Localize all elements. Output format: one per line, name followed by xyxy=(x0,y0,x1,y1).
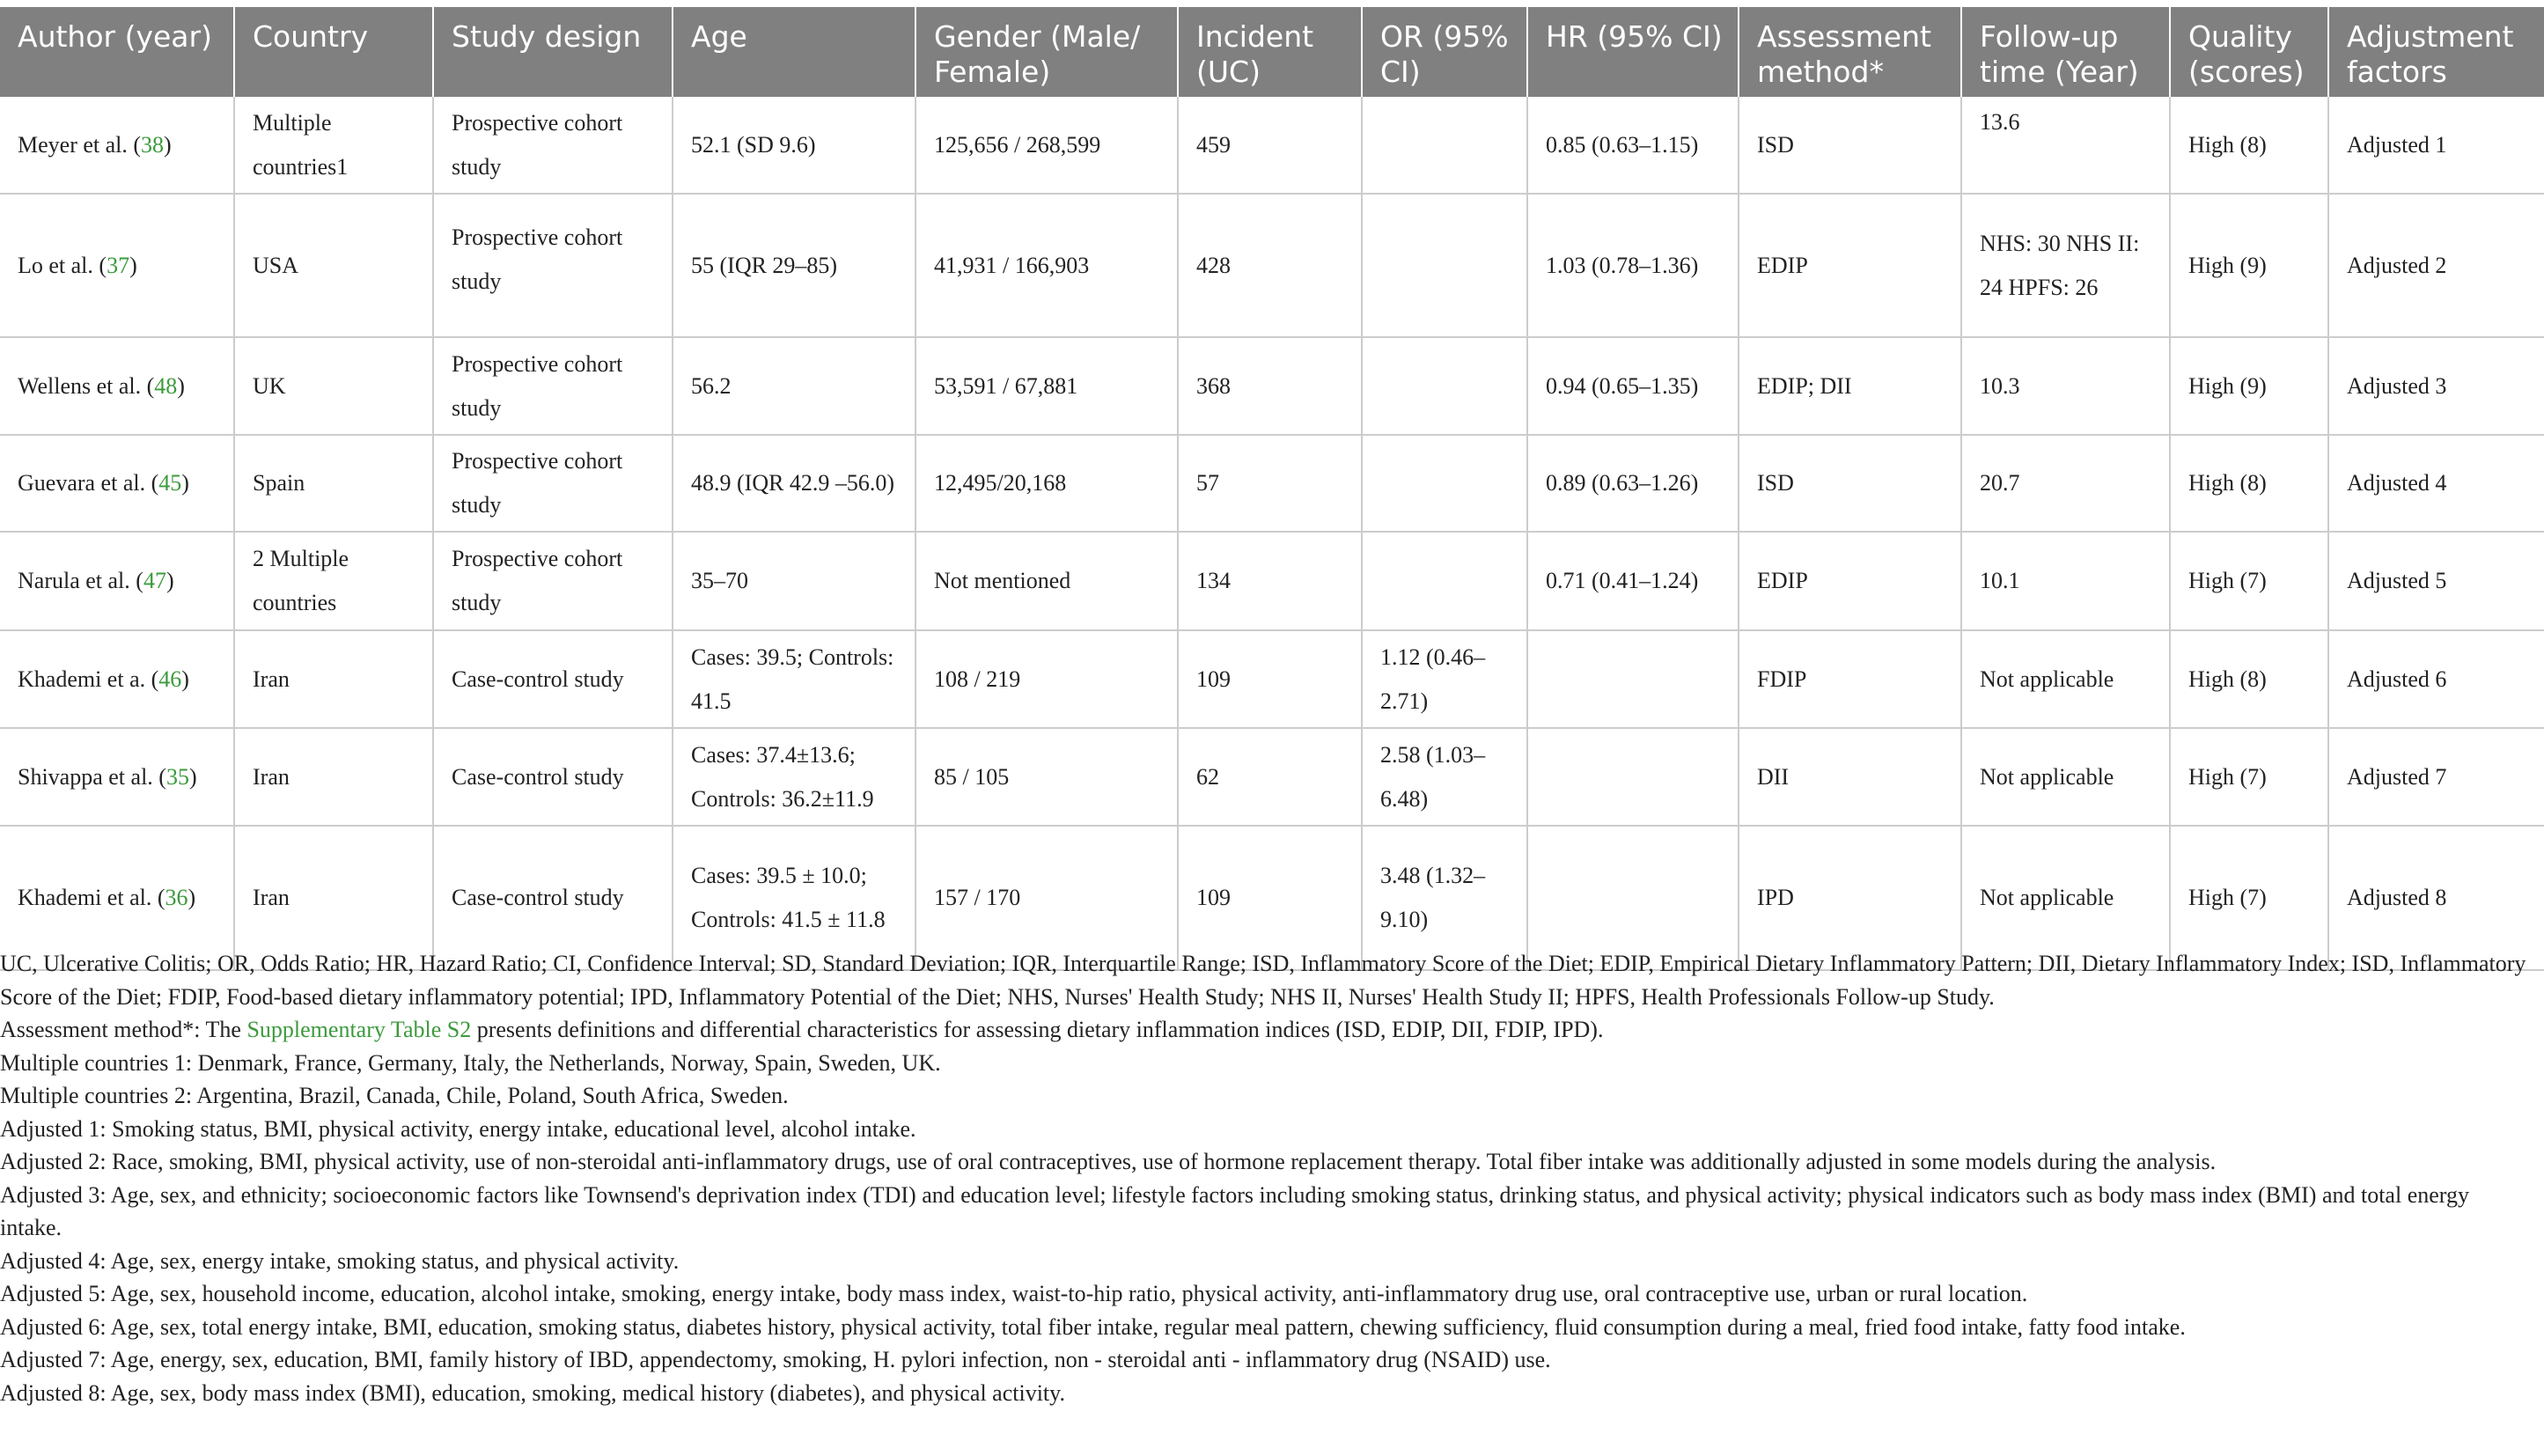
followup-cell: Not applicable xyxy=(1961,630,2170,728)
column-header: OR (95% CI) xyxy=(1362,7,1527,97)
method-cell: IPD xyxy=(1739,826,1961,970)
column-header: HR (95% CI) xyxy=(1527,7,1739,97)
age-cell: Cases: 37.4±13.6; Controls: 36.2±11.9 xyxy=(673,728,915,826)
incident-cell: 109 xyxy=(1178,630,1362,728)
quality-cell: High (7) xyxy=(2170,826,2328,970)
study-characteristics-table xyxy=(0,7,2544,971)
adjustment-cell: Adjusted 8 xyxy=(2328,826,2544,970)
method-cell: ISD xyxy=(1739,435,1961,532)
or-cell: 1.12 (0.46–2.71) xyxy=(1362,630,1527,728)
age-cell: 35–70 xyxy=(673,532,915,630)
reference-link[interactable]: 38 xyxy=(141,131,165,158)
multiple-countries-2-note: Multiple countries 2: Argentina, Brazil, Canada, Chile, Poland, South Africa, Sweden. xyxy=(0,1083,789,1108)
adjustment-cell: Adjusted 5 xyxy=(2328,532,2544,630)
author-text: Khademi et al. ( xyxy=(18,885,165,910)
incident-cell: 57 xyxy=(1178,435,1362,532)
followup-cell: Not applicable xyxy=(1961,728,2170,826)
table-row xyxy=(0,97,2544,194)
quality-cell: High (9) xyxy=(2170,194,2328,337)
column-header: Gender (Male/ Female) xyxy=(915,7,1178,97)
or-cell xyxy=(1362,532,1527,630)
adjusted-4-note: Adjusted 4: Age, sex, energy intake, smoking status, and physical activity. xyxy=(0,1247,680,1274)
reference-link[interactable]: 37 xyxy=(107,252,130,278)
age-cell: Cases: 39.5 ± 10.0; Controls: 41.5 ± 11.8 xyxy=(673,826,915,970)
age-cell: 48.9 (IQR 42.9 –56.0) xyxy=(673,435,915,532)
adjustment-cell: Adjusted 7 xyxy=(2328,728,2544,826)
study-characteristics-table-container xyxy=(0,7,2544,971)
gender-cell: 41,931 / 166,903 xyxy=(915,194,1178,337)
quality-cell: High (7) xyxy=(2170,728,2328,826)
country-cell: Iran xyxy=(234,728,433,826)
column-header: Author (year) xyxy=(0,7,234,97)
country-cell: Multiple countries1 xyxy=(234,97,433,194)
method-cell: EDIP xyxy=(1739,532,1961,630)
table-row xyxy=(0,337,2544,435)
adjusted-3-note: Adjusted 3: Age, sex, and ethnicity; socioeconomic factors like Townsend's deprivation index (TDI) and education level; lifestyle factors including smoking status, drinking status, and physical activity; physical indicators such as body mass index (BMI) and total energy intake. xyxy=(0,1181,2469,1240)
design-cell: Prospective cohort study xyxy=(433,97,673,194)
column-header: Incident (UC) xyxy=(1178,7,1362,97)
assessment-method-note xyxy=(0,1013,2535,1047)
reference-link[interactable]: 48 xyxy=(154,372,178,399)
design-cell: Prospective cohort study xyxy=(433,337,673,435)
reference-link[interactable]: 47 xyxy=(143,568,166,593)
table-row xyxy=(0,194,2544,337)
design-cell: Prospective cohort study xyxy=(433,435,673,532)
gender-cell: 85 / 105 xyxy=(915,728,1178,826)
author-text: Shivappa et al. ( xyxy=(18,763,166,790)
author-text: Wellens et al. ( xyxy=(18,372,155,399)
method-cell: EDIP xyxy=(1739,194,1961,337)
country-cell: Iran xyxy=(234,630,433,728)
method-cell: EDIP; DII xyxy=(1739,337,1961,435)
design-cell: Case-control study xyxy=(433,826,673,970)
author-cell xyxy=(0,630,234,728)
age-cell: 55 (IQR 29–85) xyxy=(673,194,915,337)
multiple-countries-1-note: Multiple countries 1: Denmark, France, Germany, Italy, the Netherlands, Norway, Spain, Sweden, UK. xyxy=(0,1049,941,1076)
incident-cell: 428 xyxy=(1178,194,1362,337)
author-cell xyxy=(0,435,234,532)
quality-cell: High (8) xyxy=(2170,97,2328,194)
incident-cell: 368 xyxy=(1178,337,1362,435)
assessment-note-prefix: Assessment method*: The xyxy=(0,1017,247,1042)
incident-cell: 62 xyxy=(1178,728,1362,826)
quality-cell: High (9) xyxy=(2170,337,2328,435)
adjusted-1-note: Adjusted 1: Smoking status, BMI, physical activity, energy intake, educational level, alcohol intake. xyxy=(0,1115,916,1142)
country-cell: USA xyxy=(234,194,433,337)
abbreviations-note: UC, Ulcerative Colitis; OR, Odds Ratio; HR, Hazard Ratio; CI, Confidence Interval; SD, Standard Deviation; IQR, Interquartile Range; ISD, Inflammatory Score of the Diet; EDIP, Empirical Dietary Inflammatory Pattern; DII, Dietary Inflammatory Index; ISD, Inflammatory Score of the Diet; FDIP, Food-based dietary inflammatory potential; IPD, Inflammatory Potential of the Diet; NHS, Nurses' Health Study; NHS II, Nurses' Health Study II; HPFS, Health Professionals Follow-up Study. xyxy=(0,951,2526,1010)
author-text-end: ) xyxy=(129,252,137,278)
hr-cell: 0.94 (0.65–1.35) xyxy=(1527,337,1739,435)
author-cell xyxy=(0,532,234,630)
column-header: Adjustment factors xyxy=(2328,7,2544,97)
author-cell xyxy=(0,337,234,435)
table-footnotes xyxy=(0,947,2535,1409)
incident-cell: 109 xyxy=(1178,826,1362,970)
quality-cell: High (8) xyxy=(2170,630,2328,728)
reference-link[interactable]: 35 xyxy=(165,763,189,790)
gender-cell: 157 / 170 xyxy=(915,826,1178,970)
reference-link[interactable]: 45 xyxy=(158,470,182,496)
author-text: Meyer et al. ( xyxy=(18,131,142,158)
adjustment-cell: Adjusted 2 xyxy=(2328,194,2544,337)
or-cell xyxy=(1362,337,1527,435)
author-text-end: ) xyxy=(177,372,185,399)
adjustment-cell: Adjusted 1 xyxy=(2328,97,2544,194)
or-cell xyxy=(1362,194,1527,337)
quality-cell: High (8) xyxy=(2170,435,2328,532)
design-cell: Prospective cohort study xyxy=(433,532,673,630)
country-cell: Spain xyxy=(234,435,433,532)
quality-cell: High (7) xyxy=(2170,532,2328,630)
hr-cell xyxy=(1527,728,1739,826)
or-cell: 2.58 (1.03–6.48) xyxy=(1362,728,1527,826)
age-cell: Cases: 39.5; Controls: 41.5 xyxy=(673,630,915,728)
author-text: Guevara et al. ( xyxy=(18,470,159,496)
or-cell: 3.48 (1.32–9.10) xyxy=(1362,826,1527,970)
assessment-note-suffix: presents definitions and differential characteristics for assessing dietary inflammation indices (ISD, EDIP, DII, FDIP, IPD). xyxy=(471,1017,1604,1042)
method-cell: DII xyxy=(1739,728,1961,826)
method-cell: ISD xyxy=(1739,97,1961,194)
reference-link[interactable]: 46 xyxy=(158,665,182,692)
followup-cell: 13.6 xyxy=(1961,97,2170,194)
country-cell: 2 Multiple countries xyxy=(234,532,433,630)
hr-cell: 1.03 (0.78–1.36) xyxy=(1527,194,1739,337)
method-cell: FDIP xyxy=(1739,630,1961,728)
column-header: Age xyxy=(673,7,915,97)
author-text: Lo et al. ( xyxy=(18,252,107,278)
column-header: Follow-up time (Year) xyxy=(1961,7,2170,97)
or-cell xyxy=(1362,97,1527,194)
age-cell: 52.1 (SD 9.6) xyxy=(673,97,915,194)
author-cell xyxy=(0,728,234,826)
author-text: Narula et al. ( xyxy=(18,568,143,593)
gender-cell: 125,656 / 268,599 xyxy=(915,97,1178,194)
reference-link[interactable]: 36 xyxy=(165,885,188,910)
column-header: Assessment method* xyxy=(1739,7,1961,97)
followup-cell: Not applicable xyxy=(1961,826,2170,970)
design-cell: Prospective cohort study xyxy=(433,194,673,337)
hr-cell: 0.85 (0.63–1.15) xyxy=(1527,97,1739,194)
author-text-end: ) xyxy=(181,470,189,496)
table-row xyxy=(0,435,2544,532)
table-row xyxy=(0,532,2544,630)
design-cell: Case-control study xyxy=(433,630,673,728)
hr-cell xyxy=(1527,630,1739,728)
followup-cell: NHS: 30 NHS II: 24 HPFS: 26 xyxy=(1961,194,2170,337)
adjusted-2-note: Adjusted 2: Race, smoking, BMI, physical activity, use of non-steroidal anti-inflammatory drugs, use of oral contraceptives, use of hormone replacement therapy. Total fiber intake was additionally adjusted in some models during the analysis. xyxy=(0,1149,2217,1174)
age-cell: 56.2 xyxy=(673,337,915,435)
column-header: Quality (scores) xyxy=(2170,7,2328,97)
followup-cell: 20.7 xyxy=(1961,435,2170,532)
country-cell: Iran xyxy=(234,826,433,970)
hr-cell: 0.71 (0.41–1.24) xyxy=(1527,532,1739,630)
adjusted-7-note: Adjusted 7: Age, energy, sex, education, BMI, family history of IBD, appendectomy, smoking, H. pylori infection, non - steroidal anti - inflammatory drug (NSAID) use. xyxy=(0,1347,1551,1372)
author-text-end: ) xyxy=(165,568,174,593)
author-text-end: ) xyxy=(181,665,189,692)
author-text-end: ) xyxy=(188,763,197,790)
adjustment-cell: Adjusted 4 xyxy=(2328,435,2544,532)
adjustment-cell: Adjusted 6 xyxy=(2328,630,2544,728)
table-row xyxy=(0,630,2544,728)
adjusted-6-note: Adjusted 6: Age, sex, total energy intake, BMI, education, smoking status, diabetes history, physical activity, total fiber intake, regular meal pattern, chewing sufficiency, fluid consumption during a meal, fried food intake, fatty food intake. xyxy=(0,1313,2186,1340)
adjusted-5-note: Adjusted 5: Age, sex, household income, education, alcohol intake, smoking, energy intake, body mass index, waist-to-hip ratio, physical activity, anti-inflammatory drug use, oral contraceptive use, urban or rural location. xyxy=(0,1281,2028,1306)
author-text-end: ) xyxy=(164,131,172,158)
followup-cell: 10.1 xyxy=(1961,532,2170,630)
gender-cell: 53,591 / 67,881 xyxy=(915,337,1178,435)
column-header: Study design xyxy=(433,7,673,97)
adjustment-cell: Adjusted 3 xyxy=(2328,337,2544,435)
country-cell: UK xyxy=(234,337,433,435)
incident-cell: 459 xyxy=(1178,97,1362,194)
author-cell xyxy=(0,194,234,337)
author-text: Khademi et a. ( xyxy=(18,665,159,692)
author-text-end: ) xyxy=(187,885,196,910)
followup-cell: 10.3 xyxy=(1961,337,2170,435)
gender-cell: Not mentioned xyxy=(915,532,1178,630)
incident-cell: 134 xyxy=(1178,532,1362,630)
hr-cell: 0.89 (0.63–1.26) xyxy=(1527,435,1739,532)
or-cell xyxy=(1362,435,1527,532)
adjusted-8-note: Adjusted 8: Age, sex, body mass index (BMI), education, smoking, medical history (diabetes), and physical activity. xyxy=(0,1379,1065,1406)
design-cell: Case-control study xyxy=(433,728,673,826)
table-row xyxy=(0,728,2544,826)
supplementary-table-link[interactable]: Supplementary Table S2 xyxy=(246,1017,472,1042)
gender-cell: 12,495/20,168 xyxy=(915,435,1178,532)
author-cell xyxy=(0,97,234,194)
table-header-row xyxy=(0,7,2544,97)
gender-cell: 108 / 219 xyxy=(915,630,1178,728)
column-header: Country xyxy=(234,7,433,97)
